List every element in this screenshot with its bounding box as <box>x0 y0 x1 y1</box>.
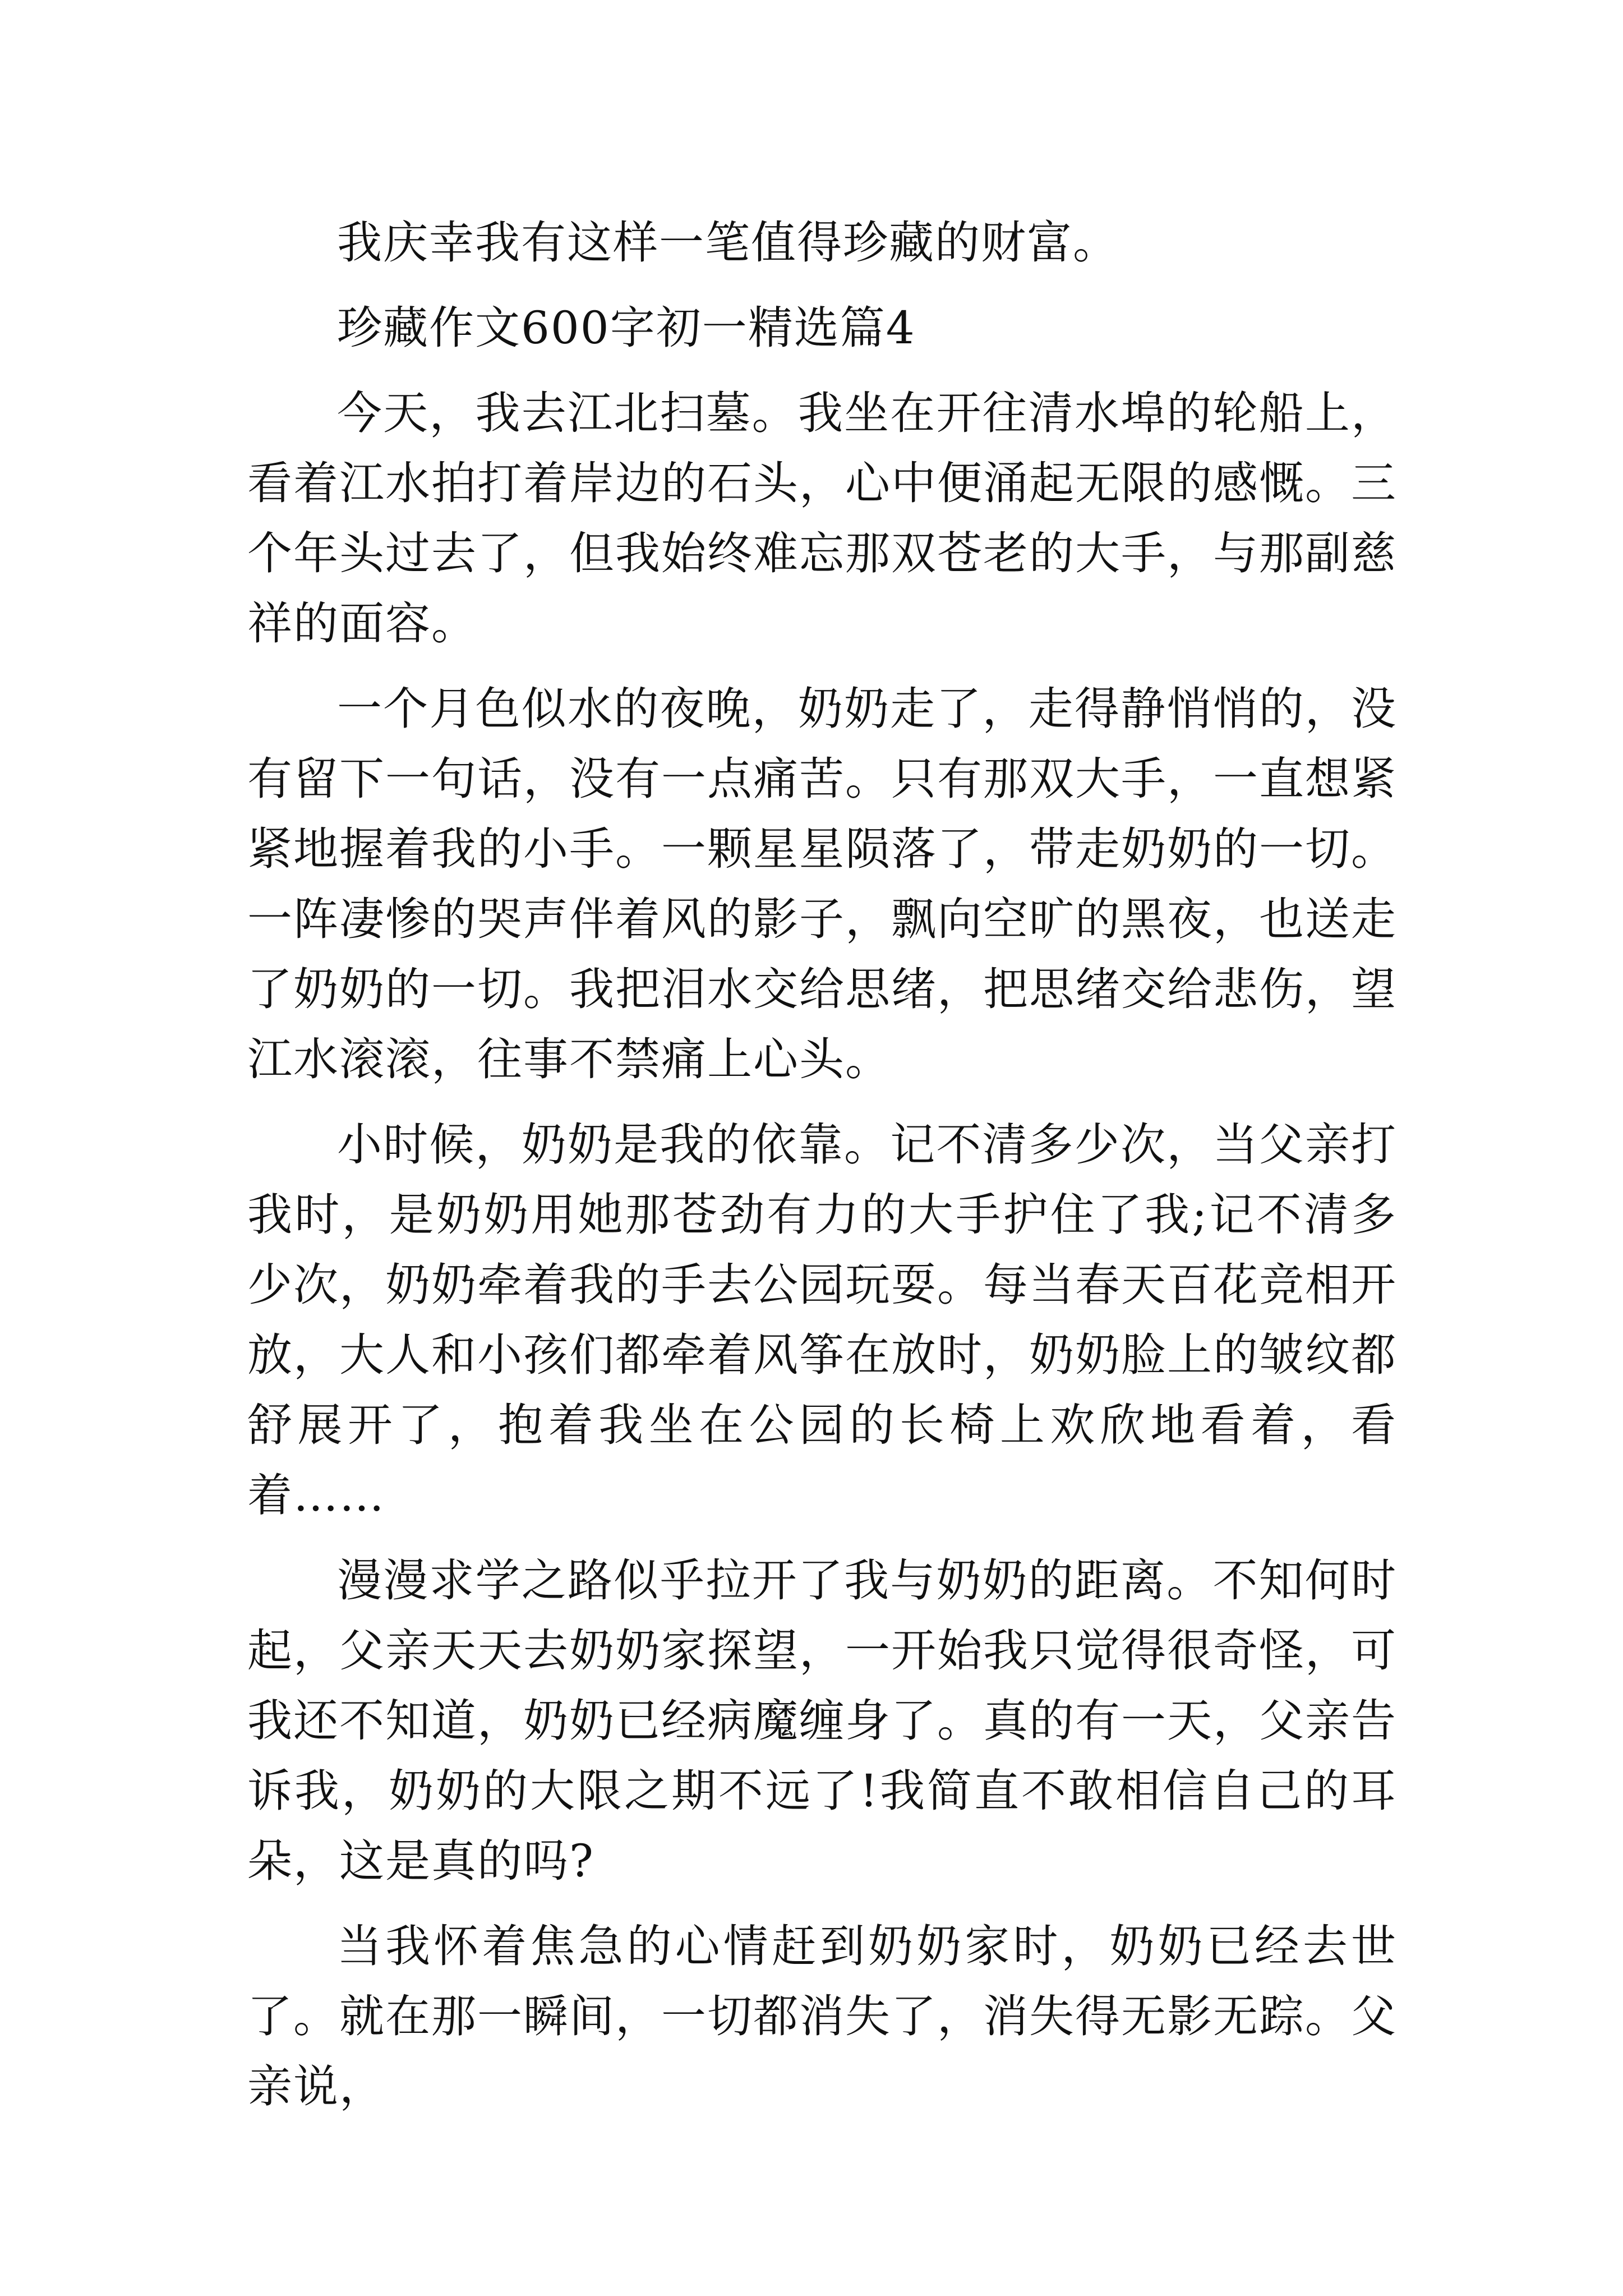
paragraph-childhood: 小时候，奶奶是我的依靠。记不清多少次，当父亲打我时，是奶奶用她那苍劲有力的大手护住了我;记不清多少次，奶奶牵着我的手去公园玩耍。每当春天百花竞相开放，大人和小孩们都牵着风筝在放时，奶奶脸上的皱纹都舒展开了，抱着我坐在公园的长椅上欢欣地看着，看着…… <box>247 1119 1397 1521</box>
article-body <box>247 208 1397 2137</box>
paragraph-closing-line: 我庆幸我有这样一笔值得珍藏的财富。 <box>337 217 1119 269</box>
paragraph-study: 漫漫求学之路似乎拉开了我与奶奶的距离。不知何时起，父亲天天去奶奶家探望，一开始我只觉得很奇怪，可我还不知道，奶奶已经病魔缠身了。真的有一天，父亲告诉我，奶奶的大限之期不远了!我简直不敢相信自己的耳朵，这是真的吗? <box>247 1554 1397 1887</box>
paragraph-night: 一个月色似水的夜晚，奶奶走了，走得静悄悄的，没有留下一句话，没有一点痛苦。只有那双大手，一直想紧紧地握着我的小手。一颗星星陨落了，带走奶奶的一切。一阵凄惨的哭声伴着风的影子，飘向空旷的黑夜，也送走了奶奶的一切。我把泪水交给思绪，把思绪交给悲伤，望江水滚滚，往事不禁痛上心头。 <box>247 683 1397 1085</box>
paragraph-arrival: 当我怀着焦急的心情赶到奶奶家时，奶奶已经去世了。就在那一瞬间，一切都消失了，消失得无影无踪。父亲说， <box>247 1920 1397 2113</box>
section-heading: 珍藏作文600字初一精选篇4 <box>337 302 916 354</box>
paragraph-intro: 今天，我去江北扫墓。我坐在开往清水埠的轮船上，看着江水拍打着岸边的石头，心中便涌起无限的感慨。三个年头过去了，但我始终难忘那双苍老的大手，与那副慈祥的面容。 <box>247 387 1397 650</box>
